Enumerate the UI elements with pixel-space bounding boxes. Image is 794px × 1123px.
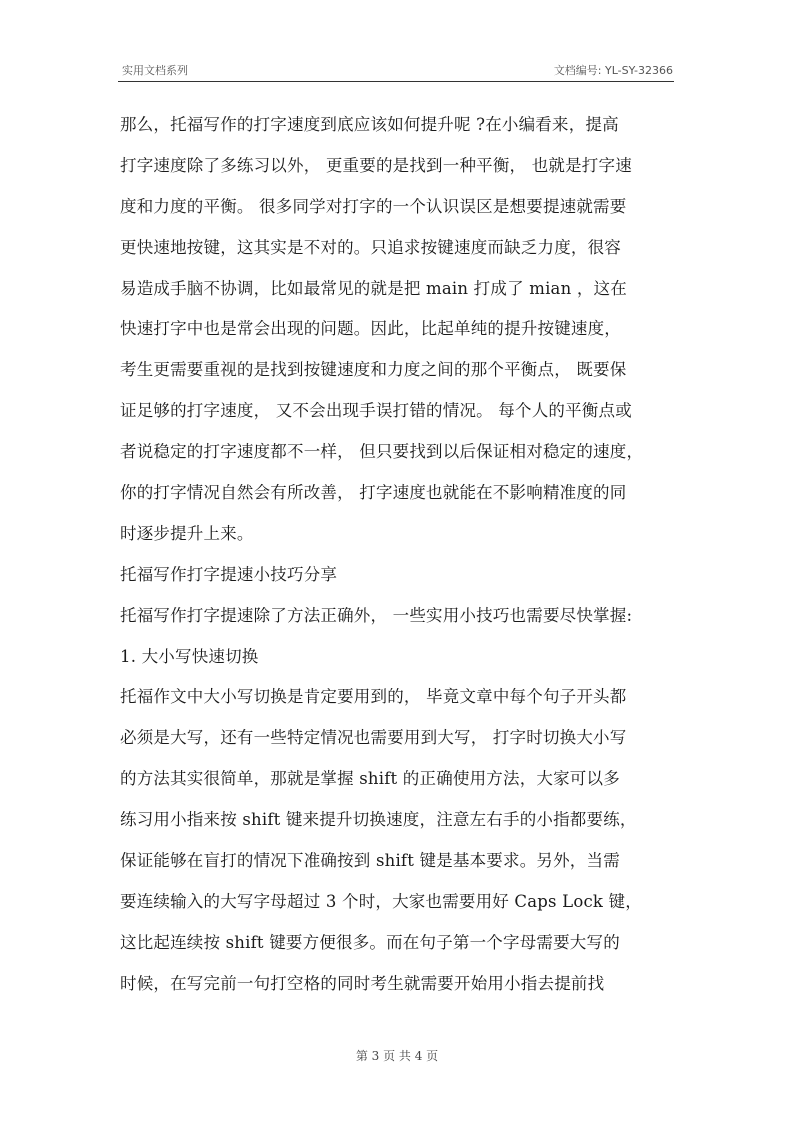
text-line: 易造成手脑不协调，比如最常见的就是把 main 打成了 mian ，这在 xyxy=(120,278,627,298)
text-line: 的方法其实很简单，那就是掌握 shift 的正确使用方法，大家可以多 xyxy=(120,769,620,789)
text-line: 保证能够在盲打的情况下准确按到 shift 键是基本要求。另外，当需 xyxy=(120,851,620,871)
text-line: 必须是大写，还有一些特定情况也需要用到大写， 打字时切换大小写 xyxy=(120,728,627,748)
header-divider xyxy=(118,81,674,82)
text-line: 快速打字中也是常会出现的问题。因此，比起单纯的提升按键速度， xyxy=(120,319,621,339)
text-line: 时逐步提升上来。 xyxy=(120,523,254,543)
text-line: 考生更需要重视的是找到按键速度和力度之间的那个平衡点， 既要保 xyxy=(120,360,627,380)
page-number: 第 3 页 共 4 页 xyxy=(355,1049,439,1063)
subsection-heading: 1. 大小写快速切换 xyxy=(120,646,259,666)
text-line: 你的打字情况自然会有所改善， 打字速度也就能在不影响精准度的同 xyxy=(120,483,627,503)
text-line: 练习用小指来按 shift 键来提升切换速度，注意左右手的小指都要练， xyxy=(120,810,637,830)
text-line: 这比起连续按 shift 键要方便很多。而在句子第一个字母需要大写的 xyxy=(120,932,620,952)
text-line: 那么，托福写作的打字速度到底应该如何提升呢 ?在小编看来，提高 xyxy=(120,115,619,134)
text-line: 托福作文中大小写切换是肯定要用到的， 毕竟文章中每个句子开头都 xyxy=(120,687,627,707)
text-line: 时候，在写完前一句打空格的同时考生就需要开始用小指去提前找 xyxy=(120,973,605,993)
text-line: 度和力度的平衡。 很多同学对打字的一个认识误区是想要提速就需要 xyxy=(120,196,627,216)
document-body xyxy=(120,105,680,1005)
text-line: 打字速度除了多练习以外， 更重要的是找到一种平衡， 也就是打字速 xyxy=(120,155,632,175)
text-line: 要连续输入的大写字母超过 3 个时，大家也需要用好 Caps Lock 键， xyxy=(120,891,642,911)
text-line: 证足够的打字速度， 又不会出现手误打错的情况。 每个人的平衡点或 xyxy=(120,401,632,421)
document-series-label: 实用文档系列 xyxy=(122,64,188,77)
document-number-label: 文档编号: YL-SY-32366 xyxy=(553,64,673,77)
text-line: 托福写作打字提速除了方法正确外， 一些实用小技巧也需要尽快掌握: xyxy=(120,605,633,625)
text-line: 者说稳定的打字速度都不一样， 但只要找到以后保证相对稳定的速度， xyxy=(120,442,644,462)
section-heading: 托福写作打字提速小技巧分享 xyxy=(120,564,338,584)
text-line: 更快速地按键，这其实是不对的。只追求按键速度而缺乏力度，很容 xyxy=(120,237,621,257)
